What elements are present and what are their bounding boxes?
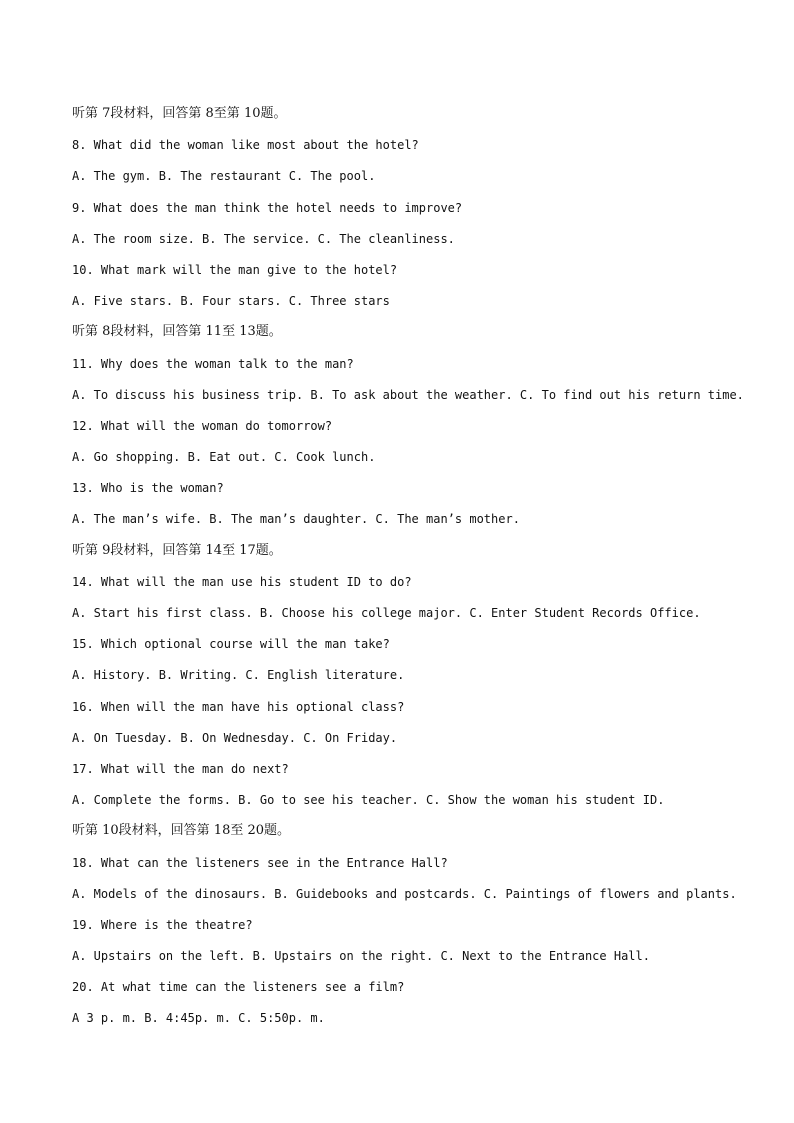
options-15: A. History. B. Writing. C. English literature.	[72, 668, 405, 683]
question-11: 11. Why does the woman talk to the man?	[72, 356, 354, 371]
question-13: 13. Who is the woman?	[72, 481, 224, 496]
options-12: A. Go shopping. B. Eat out. C. Cook lunch.	[72, 450, 376, 465]
question-9: 9. What does the man think the hotel needs to improve?	[72, 200, 463, 215]
options-20: A 3 p. m. B. 4:45p. m. C. 5:50p. m.	[72, 1011, 325, 1026]
question-17: 17. What will the man do next?	[72, 761, 289, 776]
options-19: A. Upstairs on the left. B. Upstairs on the right. C. Next to the Entrance Hall.	[72, 949, 650, 964]
question-8: 8. What did the woman like most about the hotel?	[72, 138, 419, 153]
options-14: A. Start his first class. B. Choose his college major. C. Enter Student Records Office.	[72, 606, 701, 620]
section-heading: 听第 10段材料，回答第 18至 20题。	[72, 823, 291, 839]
options-8: A. The gym. B. The restaurant C. The pool.	[72, 169, 376, 184]
question-10: 10. What mark will the man give to the hotel?	[72, 262, 398, 277]
question-18: 18. What can the listeners see in the Entrance Hall?	[72, 855, 448, 870]
options-13: A. The man’s wife. B. The man’s daughter. C. The man’s mother.	[72, 512, 520, 527]
options-18: A. Models of the dinosaurs. B. Guidebooks and postcards. C. Paintings of flowers and plants.	[72, 886, 737, 901]
options-11: A. To discuss his business trip. B. To ask about the weather. C. To find out his return time.	[72, 387, 744, 402]
question-15: 15. Which optional course will the man take?	[72, 637, 390, 652]
question-12: 12. What will the woman do tomorrow?	[72, 418, 333, 433]
options-17: A. Complete the forms. B. Go to see his teacher. C. Show the woman his student ID.	[72, 793, 665, 808]
section-heading: 听第 8段材料，回答第 11至 13题。	[72, 324, 282, 340]
section-heading: 听第 7段材料，回答第 8至第 10题。	[72, 106, 287, 121]
options-16: A. On Tuesday. B. On Wednesday. C. On Friday.	[72, 730, 398, 745]
question-14: 14. What will the man use his student ID to do?	[72, 574, 412, 589]
question-19: 19. Where is the theatre?	[72, 917, 253, 932]
options-10: A. Five stars. B. Four stars. C. Three stars	[72, 294, 390, 309]
options-9: A. The room size. B. The service. C. The cleanliness.	[72, 231, 455, 246]
exam-text	[72, 102, 772, 1038]
section-heading: 听第 9段材料，回答第 14至 17题。	[72, 542, 282, 558]
question-16: 16. When will the man have his optional class?	[72, 699, 405, 714]
question-20: 20. At what time can the listeners see a film?	[72, 980, 405, 995]
